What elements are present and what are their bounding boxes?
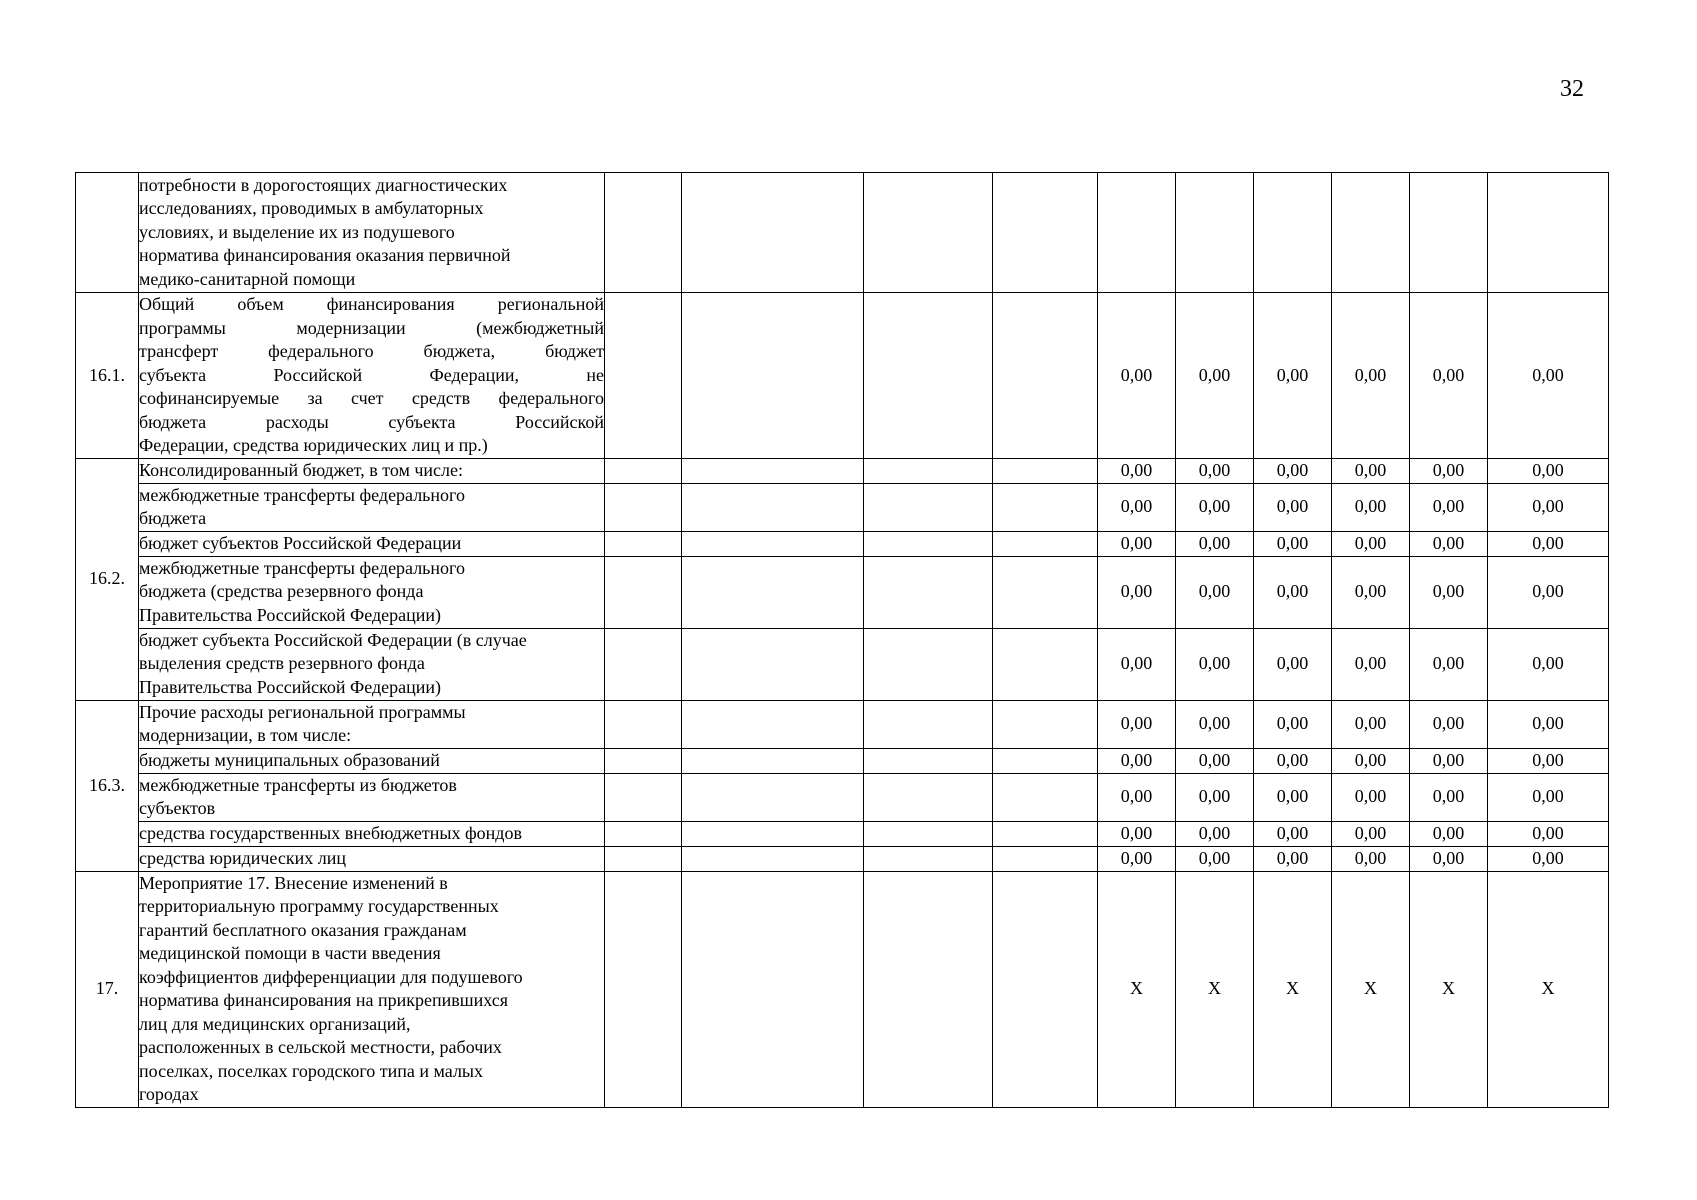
row-label-line: поселках, поселках городского типа и малых [139, 1060, 484, 1081]
row-label-line: бюджета [139, 508, 207, 528]
value-cell [1332, 173, 1410, 293]
row-label-line: расположенных в сельской местности, рабочих [139, 1037, 502, 1057]
table-row [76, 628, 1609, 700]
row-label [139, 871, 605, 1107]
empty-cell [993, 821, 1098, 846]
value-cell: 0,00 [1254, 483, 1332, 531]
value-cell: 0,00 [1254, 293, 1332, 459]
empty-cell [864, 700, 993, 748]
row-label [139, 556, 605, 628]
row-label-line: бюджет субъектов Российской Федерации [139, 532, 462, 553]
row-label [139, 628, 605, 700]
row-label-line: выделения средств резервного фонда [139, 653, 425, 674]
empty-cell [682, 458, 864, 483]
value-cell: 0,00 [1488, 700, 1609, 748]
empty-cell [605, 173, 682, 293]
empty-cell [682, 700, 864, 748]
empty-cell [864, 293, 993, 459]
empty-cell [605, 871, 682, 1107]
table-row [76, 173, 1609, 293]
value-cell: 0,00 [1098, 821, 1176, 846]
empty-cell [682, 531, 864, 556]
value-cell: 0,00 [1254, 821, 1332, 846]
value-cell: Х [1176, 871, 1254, 1107]
empty-cell [864, 628, 993, 700]
table-row [76, 748, 1609, 773]
row-label-line: субъекта Российской Федерации, не [139, 364, 604, 385]
value-cell: 0,00 [1332, 821, 1410, 846]
value-cell: 0,00 [1098, 531, 1176, 556]
value-cell: 0,00 [1488, 556, 1609, 628]
row-label-line: потребности в дорогостоящих диагностических [139, 174, 508, 195]
value-cell: 0,00 [1332, 748, 1410, 773]
value-cell: 0,00 [1098, 748, 1176, 773]
row-label-line: условиях, и выделение их из подушевого [139, 221, 455, 242]
value-cell: 0,00 [1098, 458, 1176, 483]
value-cell: 0,00 [1176, 846, 1254, 871]
table-row [76, 846, 1609, 871]
row-label [139, 821, 605, 846]
value-cell: 0,00 [1410, 483, 1488, 531]
empty-cell [605, 821, 682, 846]
value-cell: 0,00 [1176, 458, 1254, 483]
row-label-line: норматива финансирования на прикрепившихся [139, 990, 508, 1010]
empty-cell [605, 846, 682, 871]
empty-cell [605, 531, 682, 556]
empty-cell [993, 483, 1098, 531]
empty-cell [993, 531, 1098, 556]
table-row [76, 483, 1609, 531]
empty-cell [864, 173, 993, 293]
row-label-line: лиц для медицинских организаций, [139, 1013, 411, 1034]
row-label [139, 293, 605, 459]
empty-cell [864, 773, 993, 821]
row-label-line: исследованиях, проводимых в амбулаторных [139, 198, 484, 219]
value-cell: Х [1254, 871, 1332, 1107]
value-cell: 0,00 [1254, 846, 1332, 871]
value-cell: 0,00 [1098, 700, 1176, 748]
row-label-line: межбюджетные трансферты из бюджетов [139, 774, 457, 795]
value-cell: 0,00 [1098, 293, 1176, 459]
row-number: 16.2. [76, 458, 139, 700]
row-label-line: территориальную программу государственных [139, 896, 499, 916]
empty-cell [993, 700, 1098, 748]
value-cell: 0,00 [1332, 556, 1410, 628]
row-label-line: Федерации, средства юридических лиц и пр.) [139, 435, 488, 455]
value-cell: 0,00 [1332, 531, 1410, 556]
row-label-line: Правительства Российской Федерации) [139, 676, 441, 697]
value-cell: 0,00 [1332, 846, 1410, 871]
row-label-line: гарантий бесплатного оказания гражданам [139, 919, 467, 940]
row-number [76, 173, 139, 293]
row-label-line: межбюджетные трансферты федерального [139, 484, 465, 505]
empty-cell [605, 483, 682, 531]
table-row [76, 871, 1609, 1107]
row-label-line: Мероприятие 17. Внесение изменений в [139, 872, 448, 893]
empty-cell [864, 821, 993, 846]
empty-cell [605, 700, 682, 748]
row-label-line: средства государственных внебюджетных фондов [139, 822, 522, 843]
empty-cell [993, 458, 1098, 483]
value-cell: 0,00 [1254, 458, 1332, 483]
empty-cell [864, 871, 993, 1107]
value-cell: 0,00 [1098, 773, 1176, 821]
empty-cell [682, 773, 864, 821]
value-cell: 0,00 [1254, 773, 1332, 821]
empty-cell [682, 871, 864, 1107]
empty-cell [993, 556, 1098, 628]
row-label-line: бюджета (средства резервного фонда [139, 581, 424, 602]
empty-cell [993, 871, 1098, 1107]
row-label-line: городах [139, 1084, 199, 1104]
row-label-line: медицинской помощи в части введения [139, 943, 441, 963]
row-label-line: Консолидированный бюджет, в том числе: [139, 459, 464, 480]
row-label [139, 748, 605, 773]
row-label [139, 173, 605, 293]
value-cell: 0,00 [1332, 293, 1410, 459]
empty-cell [605, 458, 682, 483]
value-cell: 0,00 [1176, 483, 1254, 531]
empty-cell [682, 748, 864, 773]
table-row [76, 700, 1609, 748]
empty-cell [993, 846, 1098, 871]
value-cell: 0,00 [1410, 846, 1488, 871]
table-row [76, 531, 1609, 556]
empty-cell [864, 748, 993, 773]
empty-cell [605, 628, 682, 700]
value-cell: 0,00 [1410, 773, 1488, 821]
value-cell: 0,00 [1254, 556, 1332, 628]
empty-cell [864, 531, 993, 556]
value-cell: 0,00 [1332, 700, 1410, 748]
empty-cell [605, 773, 682, 821]
value-cell: 0,00 [1488, 821, 1609, 846]
value-cell: 0,00 [1176, 748, 1254, 773]
value-cell: 0,00 [1254, 628, 1332, 700]
value-cell: 0,00 [1488, 628, 1609, 700]
row-number: 16.1. [76, 293, 139, 459]
value-cell: Х [1410, 871, 1488, 1107]
value-cell: 0,00 [1254, 748, 1332, 773]
value-cell: 0,00 [1410, 748, 1488, 773]
budget-table [75, 172, 1609, 1108]
row-label-line: субъектов [139, 798, 216, 818]
value-cell: 0,00 [1410, 556, 1488, 628]
empty-cell [993, 293, 1098, 459]
table-row [76, 458, 1609, 483]
value-cell: 0,00 [1176, 700, 1254, 748]
row-label-line: Правительства Российской Федерации) [139, 604, 441, 625]
value-cell: 0,00 [1098, 846, 1176, 871]
value-cell: 0,00 [1488, 293, 1609, 459]
value-cell [1488, 173, 1609, 293]
value-cell: 0,00 [1176, 773, 1254, 821]
value-cell: 0,00 [1332, 458, 1410, 483]
empty-cell [993, 773, 1098, 821]
empty-cell [682, 556, 864, 628]
value-cell: 0,00 [1488, 483, 1609, 531]
row-label-line: коэффициентов дифференциации для подушевого [139, 966, 523, 987]
empty-cell [605, 293, 682, 459]
value-cell: 0,00 [1098, 483, 1176, 531]
value-cell [1176, 173, 1254, 293]
value-cell: 0,00 [1410, 700, 1488, 748]
value-cell: 0,00 [1488, 846, 1609, 871]
empty-cell [605, 556, 682, 628]
empty-cell [682, 483, 864, 531]
empty-cell [993, 628, 1098, 700]
value-cell [1098, 173, 1176, 293]
row-label-line: медико-санитарной помощи [139, 268, 356, 289]
row-label-line: средства юридических лиц [139, 847, 346, 868]
row-number: 17. [76, 871, 139, 1107]
value-cell: 0,00 [1254, 531, 1332, 556]
row-label-line: модернизации, в том числе: [139, 725, 352, 745]
value-cell: Х [1098, 871, 1176, 1107]
value-cell: 0,00 [1254, 700, 1332, 748]
row-label [139, 700, 605, 748]
table-row [76, 773, 1609, 821]
row-label-line: Общий объем финансирования региональной [139, 294, 604, 314]
row-label-line: софинансируемые за счет средств федерального [139, 388, 604, 408]
value-cell: 0,00 [1410, 458, 1488, 483]
row-label-line: бюджет субъекта Российской Федерации (в случае [139, 629, 527, 650]
value-cell: Х [1332, 871, 1410, 1107]
value-cell: 0,00 [1488, 458, 1609, 483]
value-cell: 0,00 [1488, 531, 1609, 556]
empty-cell [993, 748, 1098, 773]
row-label-line: программы модернизации (межбюджетный [139, 317, 604, 338]
value-cell: 0,00 [1332, 483, 1410, 531]
row-label-line: бюджеты муниципальных образований [139, 749, 440, 770]
value-cell: 0,00 [1410, 293, 1488, 459]
table-row [76, 556, 1609, 628]
value-cell: 0,00 [1410, 531, 1488, 556]
value-cell [1410, 173, 1488, 293]
empty-cell [682, 293, 864, 459]
value-cell: 0,00 [1176, 821, 1254, 846]
empty-cell [682, 846, 864, 871]
empty-cell [864, 846, 993, 871]
row-label-line: норматива финансирования оказания первичной [139, 245, 511, 266]
value-cell: 0,00 [1098, 556, 1176, 628]
row-label-line: бюджета расходы субъекта Российской [139, 411, 604, 432]
row-label-line: трансферт федерального бюджета, бюджет [139, 341, 604, 361]
value-cell: 0,00 [1176, 531, 1254, 556]
value-cell: 0,00 [1410, 821, 1488, 846]
value-cell [1254, 173, 1332, 293]
value-cell: 0,00 [1488, 773, 1609, 821]
value-cell: 0,00 [1176, 293, 1254, 459]
table-row [76, 821, 1609, 846]
row-label [139, 773, 605, 821]
table-row [76, 293, 1609, 459]
value-cell: 0,00 [1410, 628, 1488, 700]
row-number: 16.3. [76, 700, 139, 871]
row-label [139, 531, 605, 556]
empty-cell [682, 173, 864, 293]
row-label-line: межбюджетные трансферты федерального [139, 557, 465, 578]
value-cell: Х [1488, 871, 1609, 1107]
empty-cell [682, 821, 864, 846]
value-cell: 0,00 [1488, 748, 1609, 773]
value-cell: 0,00 [1176, 556, 1254, 628]
empty-cell [864, 556, 993, 628]
row-label-line: Прочие расходы региональной программы [139, 701, 466, 722]
value-cell: 0,00 [1098, 628, 1176, 700]
empty-cell [864, 458, 993, 483]
page-number: 32 [1560, 76, 1584, 102]
row-label [139, 483, 605, 531]
empty-cell [993, 173, 1098, 293]
empty-cell [605, 748, 682, 773]
value-cell: 0,00 [1332, 773, 1410, 821]
value-cell: 0,00 [1332, 628, 1410, 700]
empty-cell [682, 628, 864, 700]
value-cell: 0,00 [1176, 628, 1254, 700]
row-label [139, 846, 605, 871]
row-label [139, 458, 605, 483]
empty-cell [864, 483, 993, 531]
